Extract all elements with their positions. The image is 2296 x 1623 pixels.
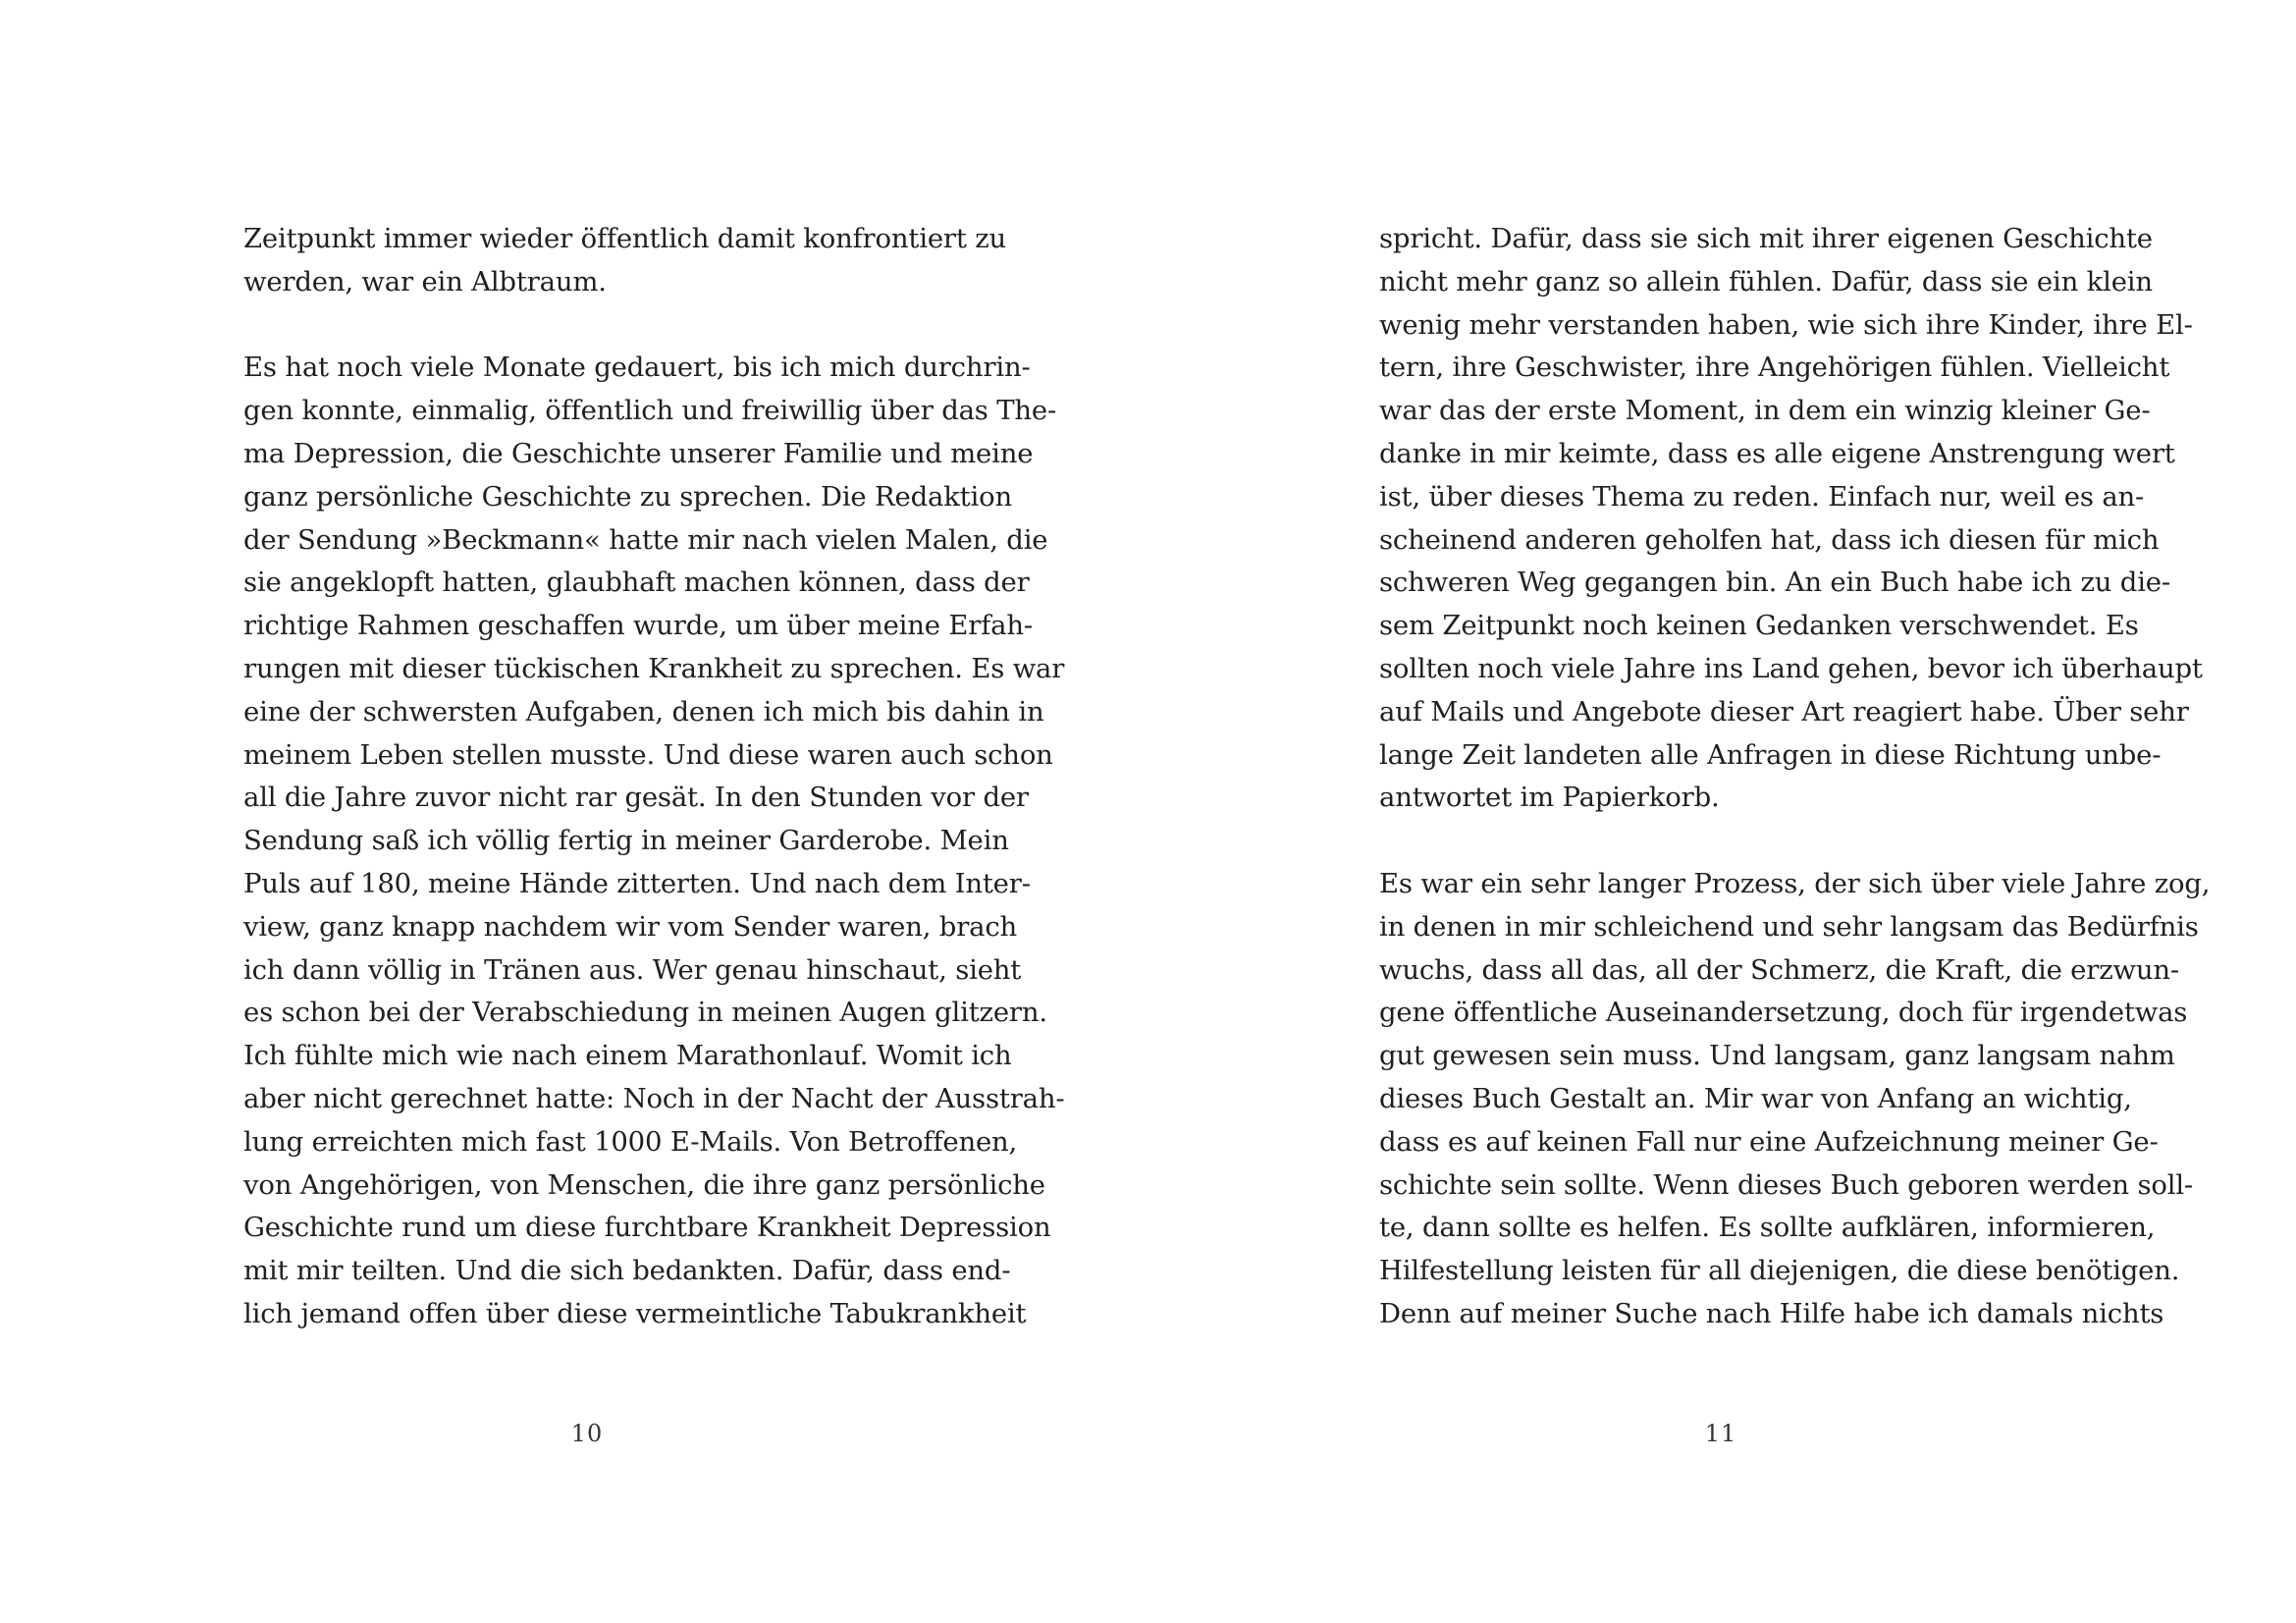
text-line: es schon bei der Verabschiedung in meinen Augen glitzern. [243,997,1047,1029]
text-line: richtige Rahmen geschaffen wurde, um über meine Erfah- [243,610,1033,642]
paragraph-gap [243,304,931,348]
text-line: von Angehörigen, von Menschen, die ihre ganz persönliche [243,1168,1045,1201]
text-line: schichte sein sollte. Wenn dieses Buch geboren werden soll- [1379,1168,2194,1201]
text-line: gut gewesen sein muss. Und langsam, ganz langsam nahm [1379,1040,2175,1072]
text-line: wuchs, dass all das, all der Schmerz, die Kraft, die erzwun- [1379,953,2179,986]
text-line: nicht mehr ganz so allein fühlen. Dafür, dass sie ein klein [1379,265,2153,298]
text-line: lange Zeit landeten alle Anfragen in diese Richtung unbe- [1379,738,2162,771]
text-line: rungen mit dieser tückischen Krankheit zu sprechen. Es war [243,652,1065,684]
text-line: sollten noch viele Jahre ins Land gehen, bevor ich überhaupt [1379,652,2203,684]
text-line: Geschichte rund um diese furchtbare Krankheit Depression [243,1212,1051,1244]
right-page-number: 11 [1704,1420,1737,1447]
text-line: gen konnte, einmalig, öffentlich und freiwillig über das The- [243,395,1057,427]
text-line: mit mir teilten. Und die sich bedankten. Dafür, dass end- [243,1255,1011,1287]
text-line: dieses Buch Gestalt an. Mir war von Anfang an wichtig, [1379,1082,2132,1114]
text-line: tern, ihre Geschwister, ihre Angehörigen fühlen. Vielleicht [1379,352,2170,384]
text-line: scheinend anderen geholfen hat, dass ich diesen für mich [1379,523,2160,556]
text-line: Es war ein sehr langer Prozess, der sich über viele Jahre zog, [1379,867,2211,899]
text-line: werden, war ein Albtraum. [243,265,607,298]
text-line: wenig mehr verstanden haben, wie sich ihre Kinder, ihre El- [1379,308,2193,341]
text-line: Sendung saß ich völlig fertig in meiner Garderobe. Mein [243,825,1009,857]
right-page [1148,0,2295,1623]
text-line: all die Jahre zuvor nicht rar gesät. In den Stunden vor der [243,782,1029,814]
text-line: ganz persönliche Geschichte zu sprechen. Die Redaktion [243,480,1012,513]
left-page-text [243,218,1065,1336]
text-line: Es hat noch viele Monate gedauert, bis ich mich durchrin- [243,352,1031,384]
text-line: sem Zeitpunkt noch keinen Gedanken verschwendet. Es [1379,610,2139,642]
text-line: danke in mir keimte, dass es alle eigene Anstrengung wert [1379,437,2175,469]
text-line: aber nicht gerechnet hatte: Noch in der Nacht der Ausstrah- [243,1082,1065,1114]
text-line: war das der erste Moment, in dem ein winzig kleiner Ge- [1379,395,2151,427]
text-line: lung erreichten mich fast 1000 E-Mails. Von Betroffenen, [243,1125,1018,1158]
text-line: Denn auf meiner Suche nach Hilfe habe ich damals nichts [1379,1297,2164,1329]
text-line: Ich fühlte mich wie nach einem Marathonlauf. Womit ich [243,1040,1012,1072]
text-line: antwortet im Papierkorb. [1379,782,1720,814]
text-line: in denen in mir schleichend und sehr langsam das Bedürfnis [1379,910,2199,943]
left-page-number: 10 [570,1420,604,1447]
text-line: auf Mails und Angebote dieser Art reagiert habe. Über sehr [1379,695,2189,728]
text-line: ist, über dieses Thema zu reden. Einfach nur, weil es an- [1379,480,2145,513]
text-line: ma Depression, die Geschichte unserer Familie und meine [243,437,1034,469]
text-line: sie angeklopft hatten, glaubhaft machen können, dass der [243,567,1030,599]
right-page-text [1379,218,2211,1336]
text-line: te, dann sollte es helfen. Es sollte aufklären, informieren, [1379,1212,2156,1244]
text-line: dass es auf keinen Fall nur eine Aufzeichnung meiner Ge- [1379,1125,2159,1158]
text-line: eine der schwersten Aufgaben, denen ich mich bis dahin in [243,695,1044,728]
text-line: der Sendung »Beckmann« hatte mir nach vielen Malen, die [243,523,1048,556]
text-line: view, ganz knapp nachdem wir vom Sender waren, brach [243,910,1018,943]
text-line: Puls auf 180, meine Hände zitterten. Und nach dem Inter- [243,867,1031,899]
text-line: lich jemand offen über diese vermeintliche Tabukrankheit [243,1297,1027,1329]
paragraph-gap [1379,820,2066,863]
text-line: schweren Weg gegangen bin. An ein Buch habe ich zu die- [1379,567,2170,599]
text-line: ich dann völlig in Tränen aus. Wer genau hinschaut, sieht [243,953,1022,986]
text-line: spricht. Dafür, dass sie sich mit ihrer eigenen Geschichte [1379,223,2153,254]
text-line: meinem Leben stellen musste. Und diese waren auch schon [243,738,1053,771]
text-line: Hilfestellung leisten für all diejenigen, die diese benötigen. [1379,1255,2180,1287]
text-line: Zeitpunkt immer wieder öffentlich damit konfrontiert zu [243,223,1007,254]
text-line: gene öffentliche Auseinandersetzung, doch für irgendetwas [1379,997,2188,1029]
